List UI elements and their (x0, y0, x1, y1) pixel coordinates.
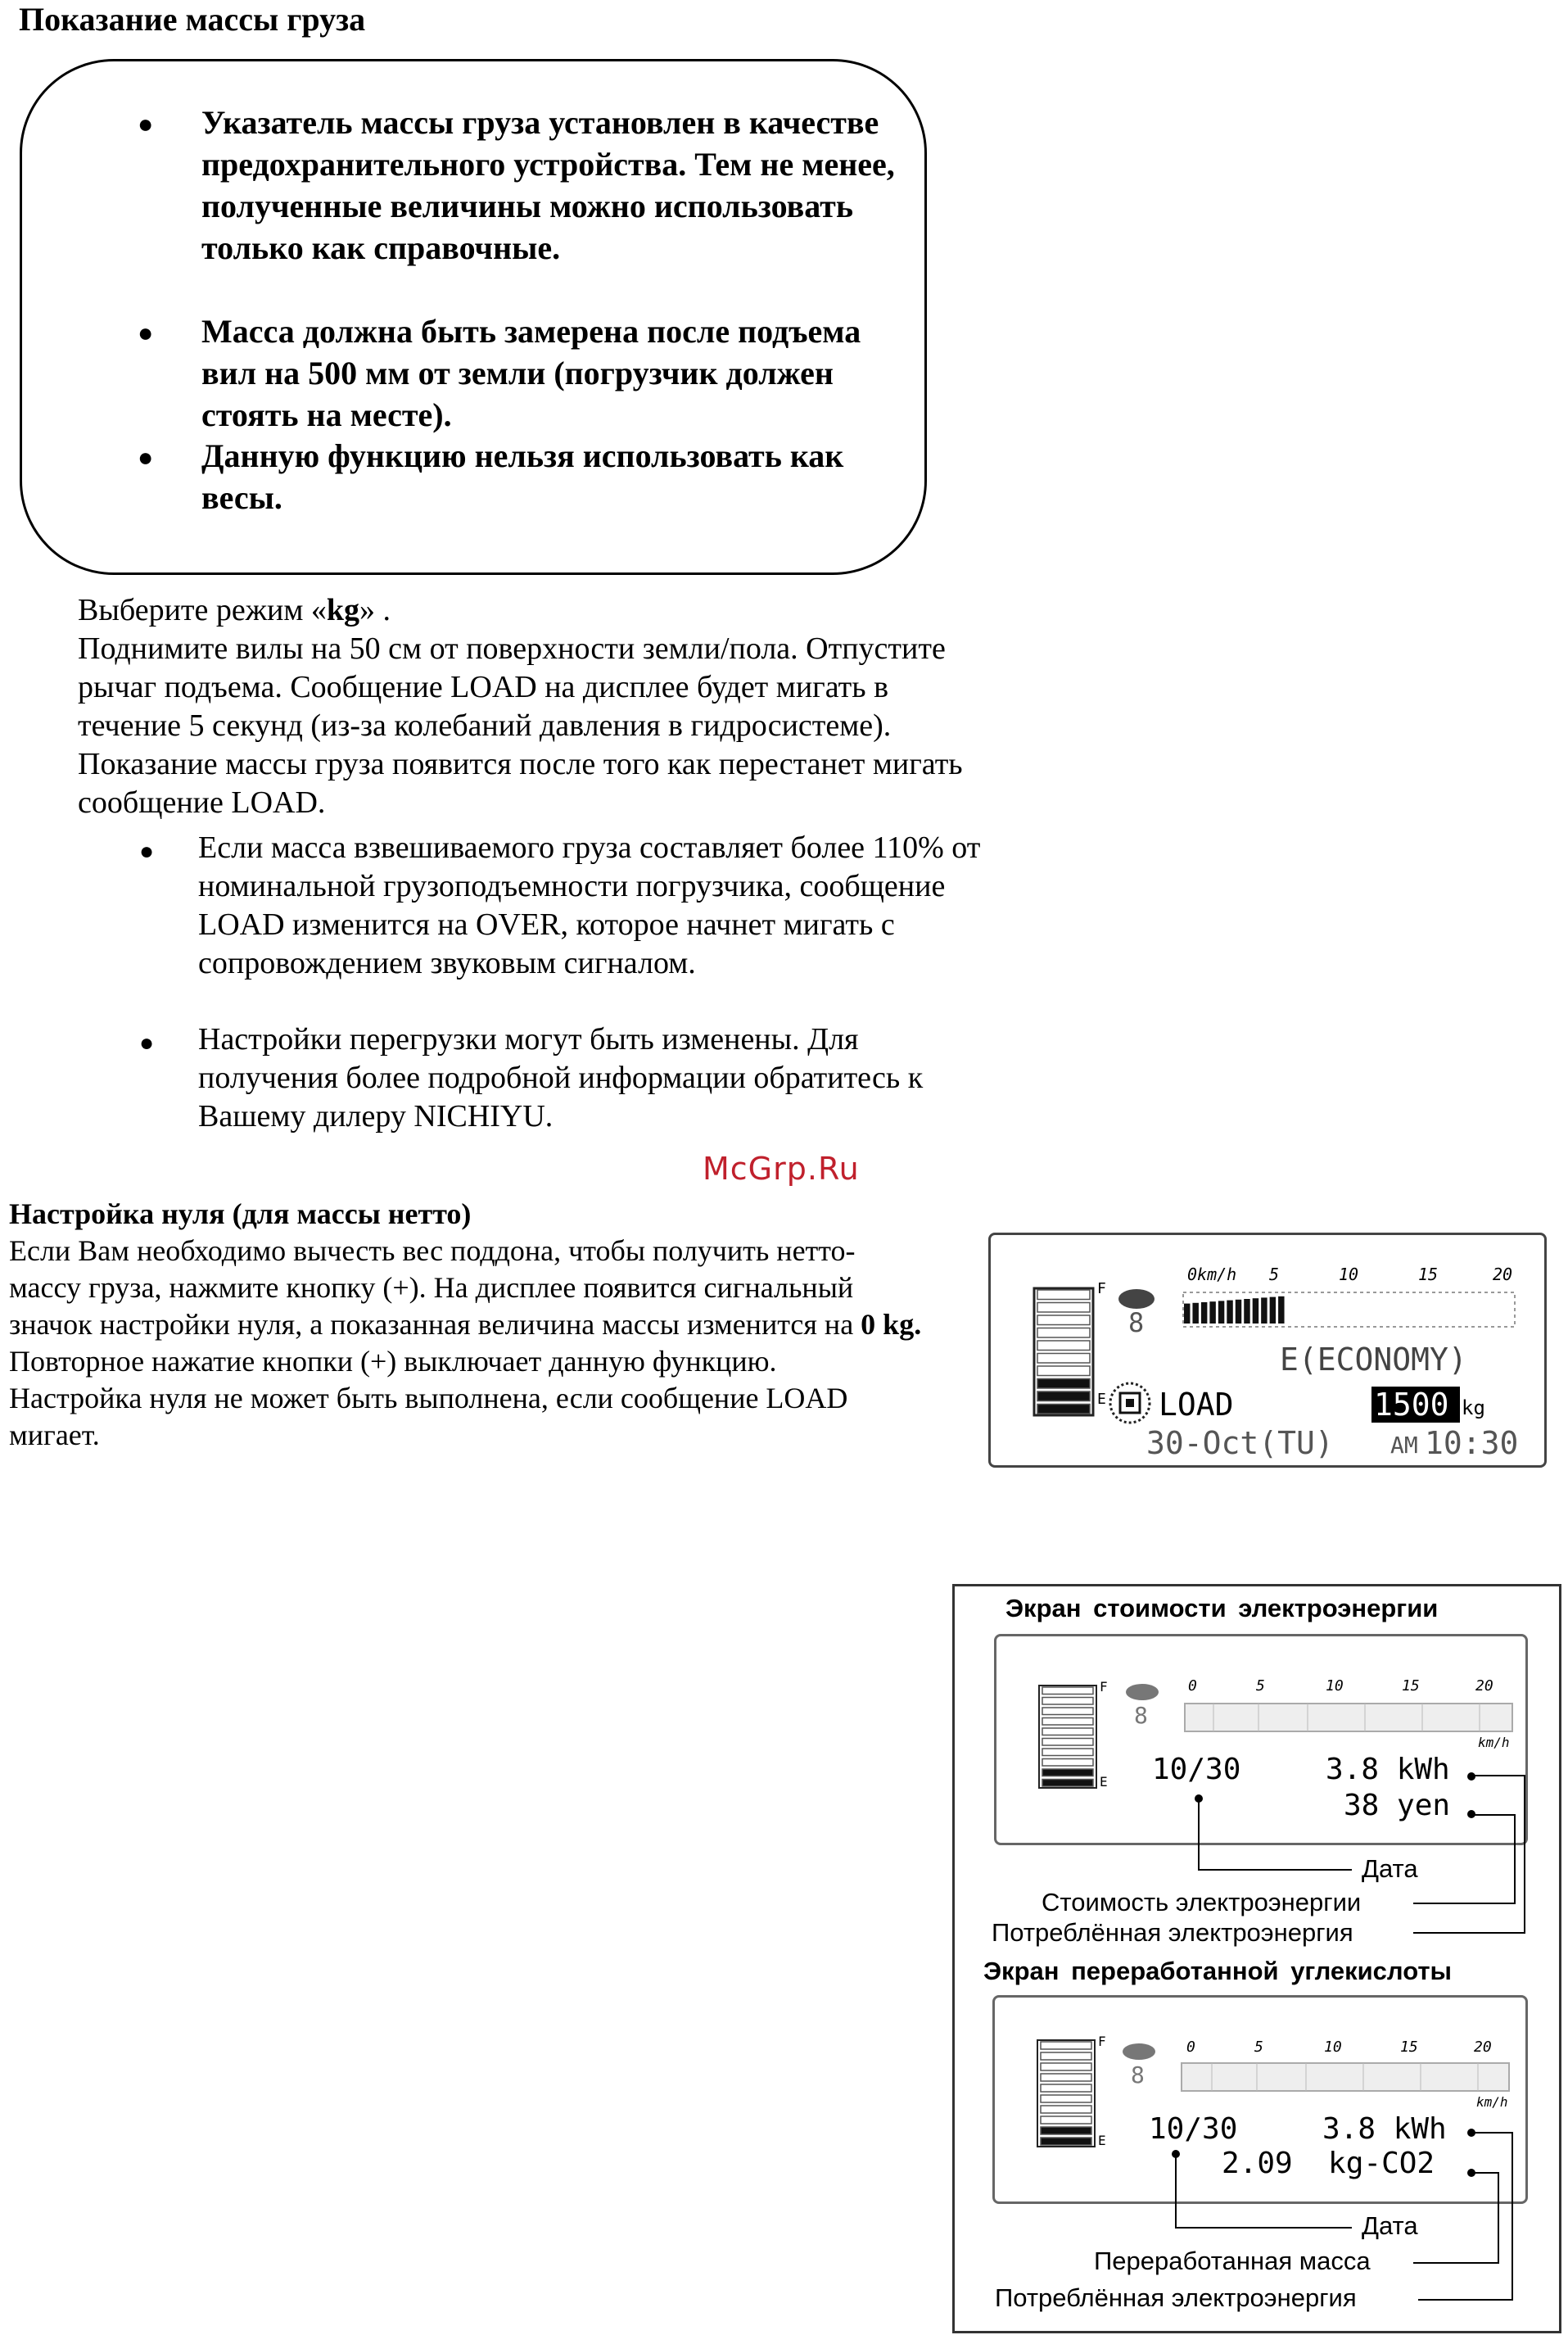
speed-tick: 20 (1475, 1677, 1493, 1695)
speed-tick: 15 (1402, 1677, 1420, 1695)
weight-value: 1500 (1374, 1387, 1449, 1423)
callout-co2: Переработанная масса (1094, 2247, 1371, 2275)
load-label: LOAD (1159, 1387, 1234, 1423)
speed-tick: 0km/h (1187, 1265, 1237, 1284)
warning-item: Данную функцию нельзя использовать как весы. (201, 437, 844, 516)
speed-tick: 5 (1256, 1677, 1265, 1695)
bullet-icon: ● (139, 838, 155, 865)
zero-paragraph: Настройка нуля не может быть выполнена, если сообщение LOAD мигает. (9, 1382, 848, 1451)
watermark-link[interactable]: McGrp.Ru (703, 1151, 860, 1187)
fuel-full-label: F (1100, 1679, 1108, 1695)
speed-tick: 5 (1254, 2039, 1263, 2056)
co2-display: 2.09 kg-CO2 (1222, 2147, 1435, 2180)
speed-tick: 20 (1493, 1265, 1513, 1284)
gear-number: 8 (1131, 2061, 1145, 2088)
zero-paragraph: Повторное нажатие кнопки (+) выключает данную функцию. (9, 1345, 777, 1378)
drive-mode: E(ECONOMY) (1280, 1342, 1467, 1378)
callout-energy: Потреблённая электроэнергия (995, 2283, 1357, 2312)
bullet-icon: ● (138, 109, 154, 138)
date-display: 10/30 (1149, 2112, 1238, 2146)
speed-tick: 20 (1474, 2039, 1492, 2056)
gear-number: 8 (1134, 1702, 1148, 1729)
speed-tick: 15 (1418, 1265, 1439, 1284)
speed-tick: 15 (1400, 2039, 1418, 2056)
date-display: 10/30 (1152, 1753, 1241, 1786)
instruction-item: Настройки перегрузки могут быть изменены. Для получения более подробной информации обратитесь к Вашему дилеру NICHIYU. (198, 1022, 924, 1134)
fuel-empty-label: E (1098, 2133, 1106, 2148)
fuel-full-label: F (1097, 1280, 1106, 1297)
cost-panel-title: Экран стоимости электроэнергии (1005, 1594, 1439, 1622)
speed-tick: 0 (1188, 1677, 1197, 1695)
instruction-line-mode: Выберите режим «kg» . (78, 593, 391, 627)
speed-tick: 10 (1326, 1677, 1344, 1695)
bullet-icon: ● (138, 442, 154, 472)
instruction-body: Поднимите вилы на 50 см от поверхности земли/пола. Отпустите рычаг подъема. Сообщение LOAD на дисплее будет мигать в течение 5 секунд (из-за колебаний давления в гидросистеме). Показание массы груза появится после того как перестанет мигать сообщение LOAD. (78, 631, 963, 820)
energy-display: 3.8 kWh (1322, 2112, 1447, 2146)
time-display: 10:30 (1425, 1425, 1519, 1461)
speed-tick: 10 (1324, 2039, 1342, 2056)
speed-unit: km/h (1476, 2094, 1508, 2110)
warning-item: Масса должна быть замерена после подъема вил на 500 мм от земли (погрузчик должен стоять на месте). (201, 313, 861, 433)
instruction-item: Если масса взвешиваемого груза составляет более 110% от номинальной грузоподъемности погрузчика, сообщение LOAD изменится на OVER, которое начнет мигать с сопровождением звуковым сигналом. (198, 830, 981, 980)
callout-date: Дата (1362, 2211, 1418, 2240)
page-title: Показание массы груза (19, 1, 366, 38)
fuel-full-label: F (1098, 2034, 1106, 2049)
fuel-empty-label: E (1100, 1774, 1108, 1790)
time-prefix: AM (1390, 1432, 1418, 1459)
bullet-icon: ● (138, 318, 154, 347)
fuel-empty-label: E (1097, 1391, 1106, 1408)
date-display: 30-Oct(TU) (1146, 1425, 1334, 1461)
cost-display: 38 yen (1344, 1789, 1451, 1822)
zero-paragraph: Если Вам необходимо вычесть вес поддона, чтобы получить нетто-массу груза, нажмите кнопку (+). На дисплее появится сигнальный значок настройки нуля, а показанная величина массы изменится на 0 kg. (9, 1234, 922, 1341)
co2-panel-title: Экран переработанной углекислоты (983, 1957, 1453, 1985)
gear-number: 8 (1128, 1307, 1145, 1338)
speed-tick: 5 (1269, 1265, 1280, 1284)
speed-unit: km/h (1478, 1735, 1510, 1750)
callout-cost: Стоимость электроэнергии (1042, 1888, 1362, 1916)
section-title: Настройка нуля (для массы нетто) (9, 1197, 472, 1230)
callout-energy: Потреблённая электроэнергия (992, 1918, 1353, 1947)
bullet-icon: ● (139, 1029, 155, 1057)
callout-date: Дата (1362, 1854, 1418, 1883)
warning-item: Указатель массы груза установлен в качестве предохранительного устройства. Тем не менее, полученные величины можно использовать только как справочные. (201, 104, 895, 266)
energy-display: 3.8 kWh (1326, 1753, 1450, 1786)
speed-tick: 10 (1339, 1265, 1359, 1284)
speed-tick: 0 (1186, 2039, 1195, 2056)
weight-unit: kg (1462, 1396, 1485, 1419)
